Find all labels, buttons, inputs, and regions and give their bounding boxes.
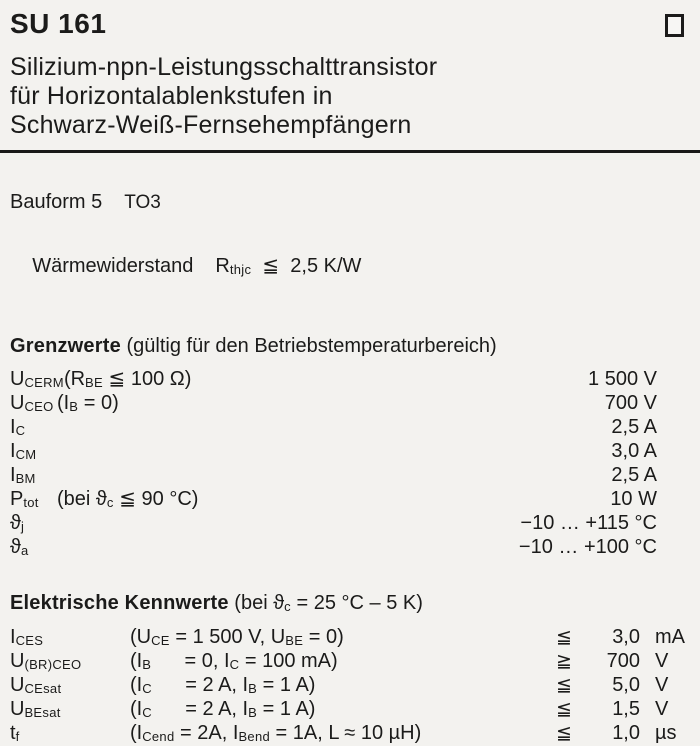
package-outline: TO3 (124, 192, 161, 213)
parameter-symbol: $P_{tot}$ (10, 488, 39, 510)
header (0, 8, 700, 40)
characteristic-unit: µs (655, 722, 677, 744)
characteristic-row (0, 697, 700, 721)
limit-value: −10 … +100 °C (518, 536, 657, 558)
kennwerte-table (0, 625, 700, 745)
bauform-label: Bauform 5 (10, 191, 103, 213)
thermal-expression: $R_{thjc}$ ≦ 2,5 K/W (215, 255, 362, 277)
limits-heading-title: Grenzwerte (10, 335, 121, 357)
parameter-symbol: $U_{CEsat}$ (10, 674, 62, 696)
limit-row (0, 535, 700, 559)
relation-symbol: ≦ (556, 675, 572, 696)
relation-symbol: ≦ (556, 723, 572, 744)
relation-symbol: ≦ (556, 699, 572, 720)
limit-value: 10 W (610, 488, 657, 510)
limit-row (0, 415, 700, 439)
test-condition: ($I_C$ = 2 A, $I_B = 1$ A) (130, 698, 316, 720)
package-line (10, 190, 700, 215)
limit-value: 1 500 V (588, 368, 657, 390)
parameter-symbol: $U_{(BR)CEO}$ (10, 650, 82, 672)
test-condition: ($U_{CE} = 1$ 500 V, $U_{BE} = 0$) (130, 626, 344, 648)
characteristic-value: 5,0 (612, 674, 640, 696)
limit-value: 3,0 A (611, 440, 657, 462)
thermal-resistance-line (10, 230, 700, 302)
parameter-symbol: $ϑ_j$ (10, 512, 25, 534)
parameter-symbol: $U_{BEsat}$ (10, 698, 61, 720)
parameter-symbol: $U_{CERM}$ (10, 368, 64, 390)
characteristic-unit: mA (655, 626, 685, 648)
limits-heading-note: (gültig für den Betriebstemperaturbereich) (120, 335, 497, 357)
characteristic-row (0, 721, 700, 745)
limit-row (0, 511, 700, 535)
device-description (0, 53, 700, 140)
test-condition: ($I_{Cend} = 2A$, $I_{Bend} = 1A$, L ≈ 10 µH) (130, 722, 422, 744)
test-condition: ($I_B$ = 0, $I_C = 100$ mA) (130, 650, 338, 672)
test-condition: $(I_B = 0)$ (57, 392, 119, 414)
description-line: Silizium-npn-Leistungsschalttransistor (10, 53, 438, 81)
parameter-symbol: $t_f$ (10, 722, 20, 744)
limit-row (0, 367, 700, 391)
description-line: Schwarz-Weiß-Fernsehempfängern (10, 111, 412, 139)
characteristic-row (0, 649, 700, 673)
limit-value: 2,5 A (611, 464, 657, 486)
parameter-symbol: $ϑ_a$ (10, 536, 29, 558)
limit-row (0, 487, 700, 511)
limit-value: −10 … +115 °C (520, 512, 657, 534)
description-line: für Horizontalablenkstufen in (10, 82, 333, 110)
corner-marker-box (665, 14, 684, 37)
parameter-symbol: $I_C$ (10, 416, 26, 438)
characteristic-unit: V (655, 650, 669, 672)
limit-row (0, 439, 700, 463)
parameter-symbol: $U_{CEO}$ (10, 392, 54, 414)
relation-symbol: ≦ (556, 627, 572, 648)
characteristic-value: 1,0 (612, 722, 640, 744)
parameter-symbol: $I_{CES}$ (10, 626, 44, 648)
parameter-symbol: $I_{BM}$ (10, 464, 36, 486)
characteristic-value: 3,0 (612, 626, 640, 648)
characteristic-value: 700 (606, 650, 640, 672)
test-condition: ($R_{BE}$ ≦ 100 Ω) (63, 368, 192, 390)
characteristic-row (0, 625, 700, 649)
characteristic-unit: V (655, 674, 669, 696)
parameter-symbol: $I_{CM}$ (10, 440, 37, 462)
characteristic-unit: V (655, 698, 669, 720)
page-title: SU 161 (10, 8, 107, 39)
characteristics-heading (10, 591, 700, 616)
characteristics-heading-note: (bei $ϑ_c = 25$ °C – 5 K) (228, 592, 423, 614)
characteristics-heading-title: Elektrische Kennwerte (10, 592, 229, 614)
characteristic-value: 1,5 (612, 698, 640, 720)
limits-heading (10, 334, 700, 359)
limit-value: 2,5 A (611, 416, 657, 438)
limit-row (0, 463, 700, 487)
grenzwerte-table (0, 367, 700, 559)
test-condition: (bei $ϑ_c$ ≦ 90 °C) (57, 488, 199, 510)
divider-rule (0, 150, 700, 153)
limit-row (0, 391, 700, 415)
relation-symbol: ≧ (556, 651, 572, 672)
thermal-label: Wärmewiderstand (32, 255, 194, 277)
characteristic-row (0, 673, 700, 697)
limit-value: 700 V (604, 392, 657, 414)
test-condition: ($I_C$ = 2 A, $I_B = 1$ A) (130, 674, 316, 696)
